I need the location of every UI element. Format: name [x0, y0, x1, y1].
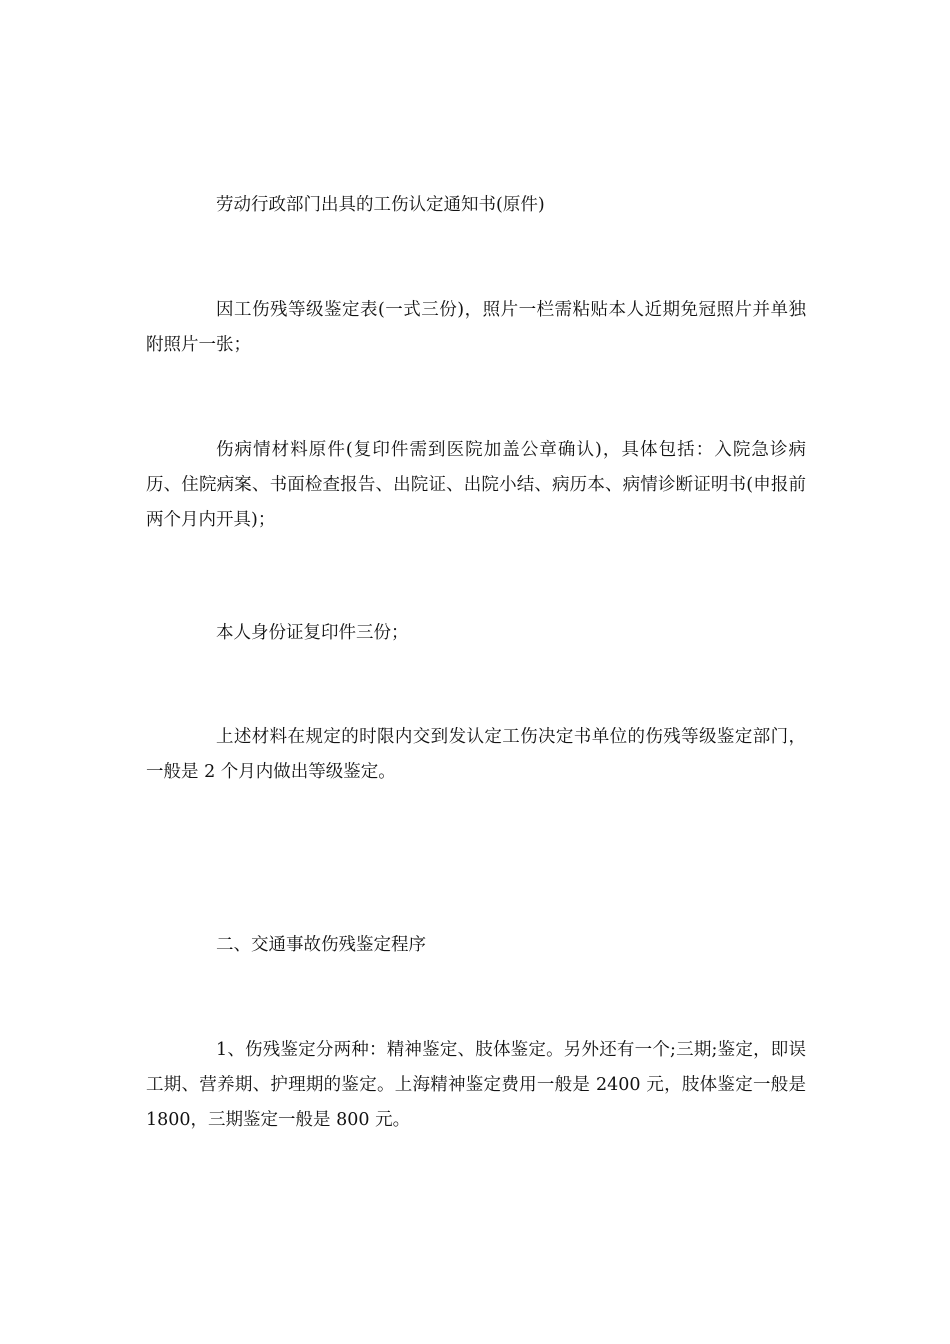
paragraph-id-copies: 本人身份证复印件三份； [216, 623, 409, 643]
section-heading-traffic-accident: 二、交通事故伤残鉴定程序 [216, 935, 426, 955]
paragraph-appraisal-types: 1、伤残鉴定分两种：精神鉴定、肢体鉴定。另外还有一个;三期;鉴定，即误工期、营养期、护理期的鉴定。上海精神鉴定费用一般是 2400 元，肢体鉴定一般是 1800，三期鉴定一般是 800 元。 [146, 1040, 806, 1130]
paragraph-submission-deadline: 上述材料在规定的时限内交到发认定工伤决定书单位的伤残等级鉴定部门，一般是 2 个月内做出等级鉴定。 [146, 727, 806, 782]
paragraph-medical-materials: 伤病情材料原件(复印件需到医院加盖公章确认)，具体包括：入院急诊病历、住院病案、书面检查报告、出院证、出院小结、病历本、病情诊断证明书(申报前两个月内开具)； [146, 440, 806, 530]
paragraph-disability-form: 因工伤残等级鉴定表(一式三份)，照片一栏需粘贴本人近期免冠照片并单独附照片一张； [146, 300, 806, 355]
paragraph-injury-certificate: 劳动行政部门出具的工伤认定通知书(原件) [216, 195, 545, 215]
